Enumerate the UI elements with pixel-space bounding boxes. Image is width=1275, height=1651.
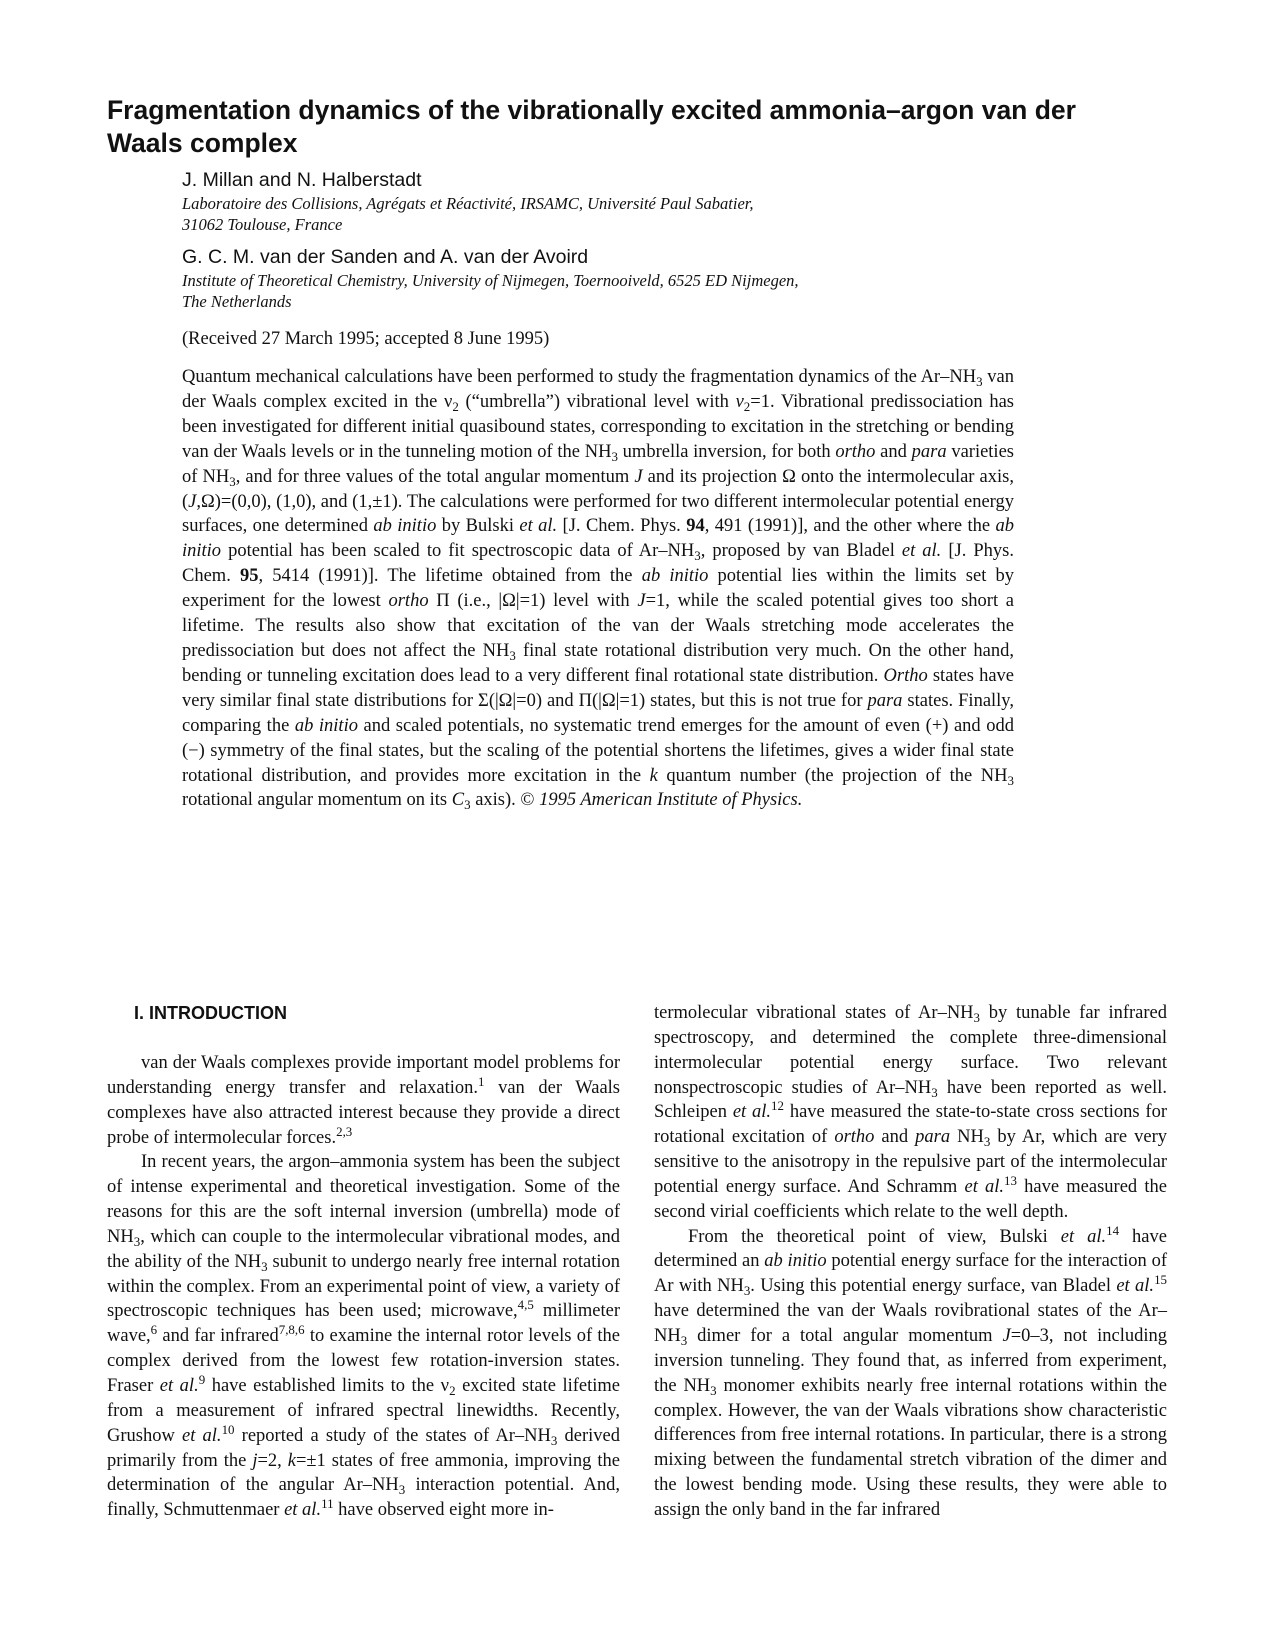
left-column — [107, 1051, 620, 1523]
affiliation-1-line-2: 31062 Toulouse, France — [182, 215, 343, 234]
affiliation-1-line-1: Laboratoire des Collisions, Agrégats et Réactivité, IRSAMC, Université Paul Sabatier, — [182, 194, 754, 213]
intro-paragraph-1: van der Waals complexes provide important model problems for understanding energy transfer and relaxation.$^1$ van der Waals complexes have also attracted interest because they provide a direct probe of intermolecular forces.$^{2,3}$ — [107, 1053, 620, 1148]
affiliation-2-line-1: Institute of Theoretical Chemistry, University of Nijmegen, Toernooiveld, 6525 ED Nijmegen, — [182, 271, 799, 290]
paper-title: Fragmentation dynamics of the vibrationally excited ammonia–argon van der Waals complex — [107, 95, 1076, 158]
intro-paragraph-2-continued: termolecular vibrational states of $Ar-NH_3$ by tunable far infrared spectroscopy, and determined the complete three-dimensional intermolecular potential energy surface. Two relevant nonspectroscopic studies of $Ar-NH_3$ have been reported as well. Schleipen et al.$^{12}$ have measured the state-to-state cross sections for rotational excitation of ortho and para $NH_3$ by Ar, which are very sensitive to the anisotropy in the repulsive part of the intermolecular potential energy surface. And Schramm et al.$^{13}$ have measured the second virial coefficients which relate to the well depth. — [654, 1003, 1168, 1222]
authors-group-2: G. C. M. van der Sanden and A. van der Avoird — [182, 246, 589, 268]
received-dates: (Received 27 March 1995; accepted 8 June 1995) — [182, 329, 550, 349]
right-column — [654, 1001, 1167, 1523]
abstract: Quantum mechanical calculations have been performed to study the fragmentation dynamics of the $Ar-NH_3$ van der Waals complex excited in the $\nu_2$ (“umbrella”) vibrational level with $v_2=1$. Vibrational predissociation has been investigated for different initial quasibound states, corresponding to excitation in the stretching or bending van der Waals levels or in the tunneling motion of the $NH_3$ umbrella inversion, for both ortho and para varieties of $NH_3$, and for three values of the total angular momentum J and its projection Ω onto the intermolecular axis, (J,Ω)=(0,0), (1,0), and (1,±1). The calculations were performed for two different intermolecular potential energy surfaces, one determined ab initio by Bulski et al. [J. Chem. Phys. 94, 491 (1991)], and the other where the ab initio potential has been scaled to fit spectroscopic data of $Ar-NH_3$, proposed by van Bladel et al. [J. Phys. Chem. 95, 5414 (1991)]. The lifetime obtained from the ab initio potential lies within the limits set by experiment for the lowest ortho Π (i.e., |Ω|=1) level with J=1, while the scaled potential gives too short a lifetime. The results also show that excitation of the van der Waals stretching mode accelerates the predissociation but does not affect the $NH_3$ final state rotational distribution very much. On the other hand, bending or tunneling excitation does lead to a very different final rotational state distribution. Ortho states have very similar final state distributions for Σ(|Ω|=0) and Π(|Ω|=1) states, but this is not true for para states. Finally, comparing the ab initio and scaled potentials, no systematic trend emerges for the amount of even (+) and odd (−) symmetry of the final states, but the scaling of the potential shortens the lifetimes, gives a wider final state rotational distribution, and provides more excitation in the k quantum number (the projection of the $NH_3$ rotational angular momentum on its $C_3$ axis). © 1995 American Institute of Physics. — [182, 367, 1015, 813]
authors-group-1: J. Millan and N. Halberstadt — [182, 169, 422, 191]
intro-paragraph-2: In recent years, the argon–ammonia system has been the subject of intense experimental and theoretical investigation. Some of the reasons for this are the soft internal inversion (umbrella) mode of $NH_3$, which can couple to the intermolecular vibrational modes, and the ability of the $NH_3$ subunit to undergo nearly free internal rotation within the complex. From an experimental point of view, a variety of spectroscopic techniques has been used; microwave,$^{4,5}$ millimeter wave,$^6$ and far infrared$^{7,8,6}$ to examine the internal rotor levels of the complex derived from the lowest few rotation-inversion states. Fraser et al.$^9$ have established limits to the $\nu_2$ excited state lifetime from a measurement of infrared spectral linewidths. Recently, Grushow et al.$^{10}$ reported a study of the states of $Ar-NH_3$ derived primarily from the j=2, k=±1 states of free ammonia, improving the determination of the angular $Ar-NH_3$ interaction potential. And, finally, Schmuttenmaer et al.$^{11}$ have observed eight more in- — [107, 1152, 621, 1521]
intro-paragraph-3: From the theoretical point of view, Bulski et al.$^{14}$ have determined an ab initio potential energy surface for the interaction of Ar with $NH_3$. Using this potential energy surface, van Bladel et al.$^{15}$ have determined the van der Waals rovibrational states of the $Ar-NH_3$ dimer for a total angular momentum J=0–3, not including inversion tunneling. They found that, as inferred from experiment, the $NH_3$ monomer exhibits nearly free internal rotations within the complex. However, the van der Waals vibrations show characteristic differences from free internal rotations. In particular, there is a strong mixing between the fundamental stretch vibration of the dimer and the lowest bending mode. Using these results, they were able to assign the only band in the far infrared — [654, 1222, 1167, 1520]
affiliation-2-line-2: The Netherlands — [182, 292, 292, 311]
section-heading: I. INTRODUCTION — [134, 1003, 287, 1023]
